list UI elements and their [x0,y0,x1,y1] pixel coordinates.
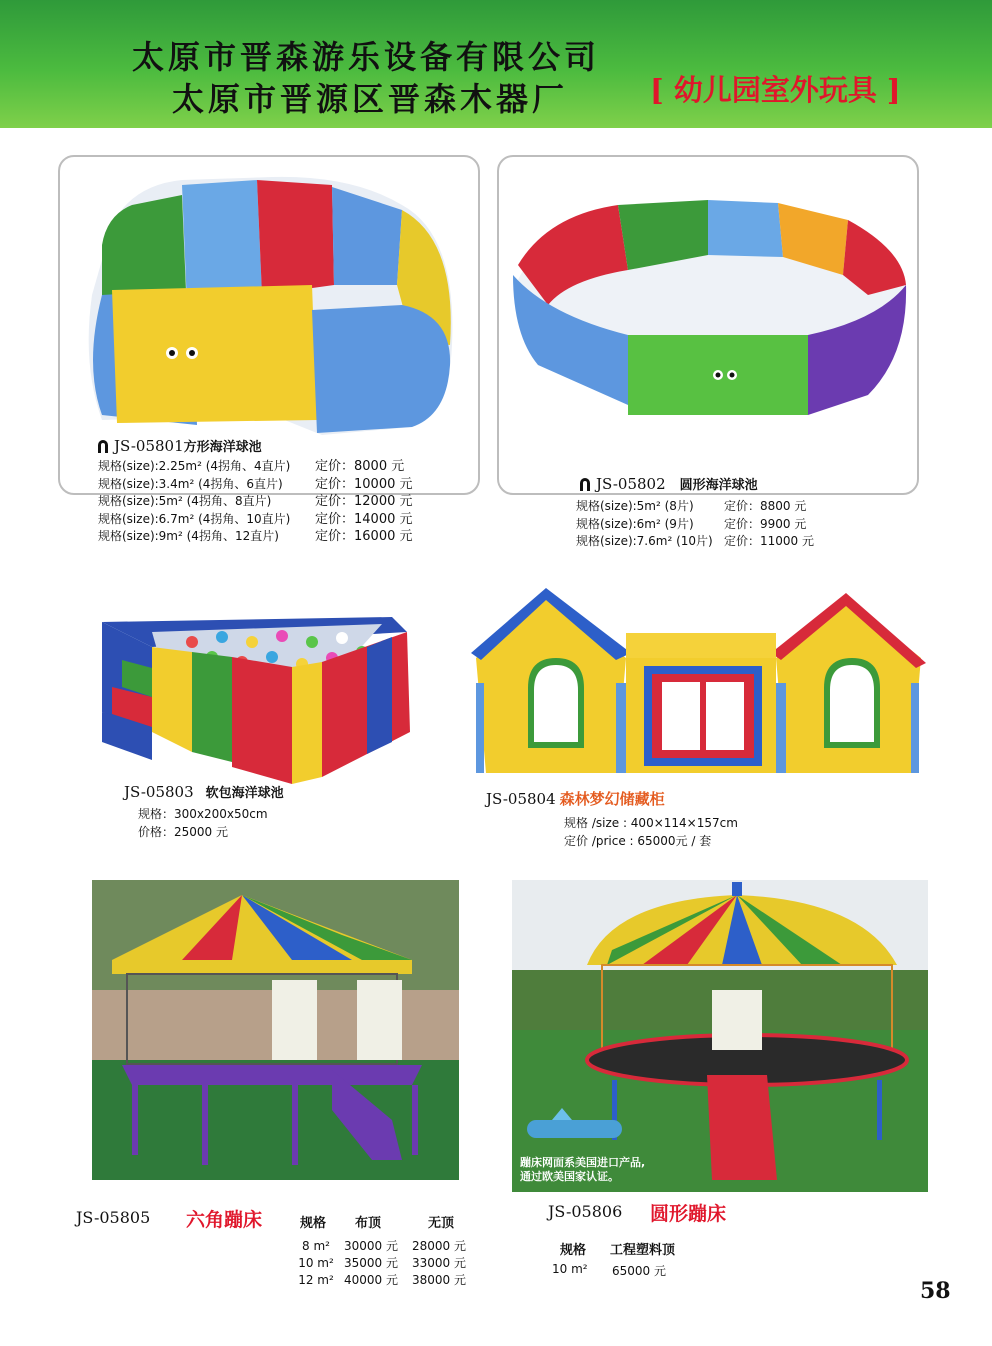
cell-price-a: 40000 元 [344,1273,398,1287]
price-row: 定价：16000 元 [315,529,413,544]
product-name-05806: 圆形蹦床 [650,1203,727,1225]
handle-icon [578,477,592,491]
product-code: JS-05804 [486,790,556,808]
spec-row: 规格 /size : 400×114×157cm [564,816,738,830]
product-name: 圆形海洋球池 [679,478,758,493]
price-row: 定价：14000 元 [315,511,413,527]
spec-row: 规格(size):6.7m² (4拐角、10直片) [98,511,291,526]
category-title: [ 幼儿园室外玩具 ] [650,73,901,107]
product-code: JS-05801 [114,437,184,455]
cell-price-b: 38000 元 [412,1273,466,1287]
spec-row: 规格(size):6m² (9片) [576,516,694,531]
col-spec: 规格 [560,1243,587,1258]
handle-icon [96,439,110,453]
price-list-05801 [315,458,413,546]
product-name: 森林梦幻储藏柜 [559,790,665,808]
product-name: 方形海洋球池 [183,440,262,455]
price-row: 价格：25000 元 [138,824,228,839]
storage-cabinet-image [466,588,926,778]
photo-note-line-2: 通过欧美国家认证。 [520,1170,619,1183]
spec-list-05801 [98,458,290,546]
table-row [288,1255,482,1272]
cell-size: 8 m² [302,1239,330,1253]
price-row: 定价：10000 元 [315,476,413,492]
spec-row: 规格：300x200x50cm [138,807,268,821]
price-row: 定价：12000 元 [315,494,413,509]
spec-row: 规格(size):5m² (4拐角、8直片) [98,494,272,508]
soft-ball-pool-image [92,592,412,784]
cell-size: 10 m² [552,1262,588,1276]
company-name-2: 太原市晋源区晋森木器厂 [172,80,569,118]
table-row [288,1272,482,1289]
product-code: JS-05805 [76,1208,151,1227]
col-no-top: 无顶 [428,1216,455,1231]
photo-note-line-1: 蹦床网面系美国进口产品, [520,1156,646,1169]
price-row: 定价：8800 元 [724,499,807,513]
square-ball-pool-image [72,165,467,440]
cell-price-b: 28000 元 [412,1239,466,1253]
company-name-1: 太原市晋森游乐设备有限公司 [132,38,601,76]
spec-block-05804 [564,815,738,850]
spec-row: 规格(size):9m² (4拐角、12直片) [98,529,279,543]
product-code: JS-05802 [596,475,666,493]
product-heading-05803 [124,782,284,801]
col-cloth-top: 布顶 [355,1216,382,1231]
product-code: JS-05803 [124,783,194,801]
product-heading-05802 [578,474,758,493]
hexagonal-trampoline-image [92,880,459,1180]
price-row: 定价：9900 元 [724,516,807,531]
cell-size: 12 m² [298,1273,334,1287]
price-row: 定价：8000 元 [315,459,405,474]
product-name-05805: 六角蹦床 [186,1209,263,1231]
table-row [552,1262,666,1279]
spec-row: 规格(size):7.6m² (10片) [576,534,713,548]
cell-size: 10 m² [298,1256,334,1270]
product-heading-05805 [76,1208,150,1227]
product-heading-05806 [548,1202,622,1221]
table-row [288,1238,482,1255]
col-plastic-top: 工程塑料顶 [610,1243,676,1258]
spec-row: 规格(size):3.4m² (4拐角、6直片) [98,476,283,491]
page-number: 58 [920,1278,951,1304]
spec-list-05802 [576,498,713,551]
table-05805 [288,1238,482,1289]
cell-price-a: 65000 元 [612,1264,666,1278]
photo-note [520,1156,645,1184]
product-code: JS-05806 [548,1202,623,1221]
price-row: 定价 /price : 65000元 / 套 [564,833,712,848]
product-heading-05804 [486,788,665,809]
round-ball-pool-image [508,195,913,425]
price-list-05802 [724,498,814,551]
round-trampoline-image [512,880,928,1192]
product-name: 软包海洋球池 [205,786,284,801]
cell-price-a: 35000 元 [344,1256,398,1270]
spec-block-05803 [138,806,268,841]
cell-price-a: 30000 元 [344,1239,398,1253]
spec-row: 规格(size):5m² (8片) [576,499,694,513]
spec-row: 规格(size):2.25m² (4拐角、4直片) [98,459,291,473]
product-heading-05801 [96,436,262,455]
cell-price-b: 33000 元 [412,1256,466,1270]
price-row: 定价：11000 元 [724,534,814,548]
col-spec: 规格 [300,1216,327,1231]
